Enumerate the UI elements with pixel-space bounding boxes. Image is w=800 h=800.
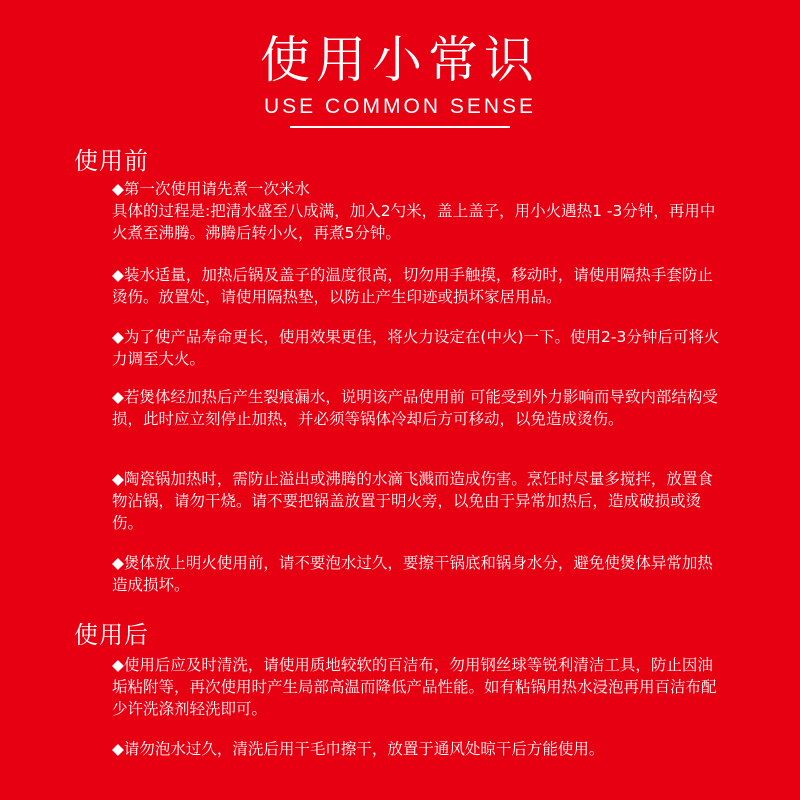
paragraph-text: ◆第一次使用请先煮一次米水 具体的过程是:把清水盛至八成满，加入2勺米，盖上盖子，用小火遇热1 -3分钟，再用中火煮至沸腾。沸腾后转小火，再煮5分钟。: [112, 180, 716, 242]
paragraph-text: ◆为了使产品寿命更长，使用效果更佳，将火力设定在(中火)一下。使用2-3分钟后可将火力调至大火。: [112, 328, 720, 368]
section-heading-before-use: 使用前: [74, 147, 149, 175]
paragraph-ceramic-heating: [112, 468, 722, 534]
title-divider: [290, 126, 510, 128]
title-block: [0, 28, 800, 128]
paragraph-text: ◆若煲体经加热后产生裂痕漏水，说明该产品使用前 可能受到外力影响而导致内部结构受损，此时应立刻停止加热，并必须等锅体冷却后方可移动，以免造成烫伤。: [112, 388, 718, 428]
page-title: 使用小常识: [260, 31, 540, 89]
paragraph-cracks: [112, 386, 722, 430]
paragraph-text: ◆装水适量，加热后锅及盖子的温度很高，切勿用手触摸，移动时，请使用隔热手套防止烫伤。放置处，请使用隔热垫，以防止产生印迹或损坏家居用品。: [112, 266, 713, 306]
paragraph-water-level: [112, 264, 722, 308]
paragraph-heat-setting: [112, 326, 722, 370]
paragraph-cleaning: [112, 654, 722, 720]
section-heading-after-use: 使用后: [74, 621, 149, 649]
page-subtitle: USE COMMON SENSE: [263, 95, 537, 118]
paragraph-open-flame: [112, 552, 722, 596]
paragraph-first-use: [112, 178, 722, 244]
paragraph-text: ◆煲体放上明火使用前，请不要泡水过久，要擦干锅底和锅身水分，避免使煲体异常加热造成损坏。: [112, 554, 713, 594]
paragraph-drying: [112, 738, 722, 760]
paragraph-text: ◆使用后应及时清洗，请使用质地较软的百洁布，勿用钢丝球等锐利清洁工具，防止因油垢粘附等，再次使用时产生局部高温而降低产品性能。如有粘锅用热水浸泡再用百洁布配少许洗涤剂轻洗即可。: [112, 656, 717, 718]
paragraph-text: ◆请勿泡水过久，清洗后用干毛巾擦干，放置于通风处晾干后方能使用。: [112, 740, 605, 758]
paragraph-text: ◆陶瓷锅加热时，需防止溢出或沸腾的水滴飞溅而造成伤害。烹饪时尽量多搅拌，放置食物沾锅，请勿干烧。请不要把锅盖放置于明火旁，以免由于异常加热后，造成破损或烫伤。: [112, 470, 713, 532]
